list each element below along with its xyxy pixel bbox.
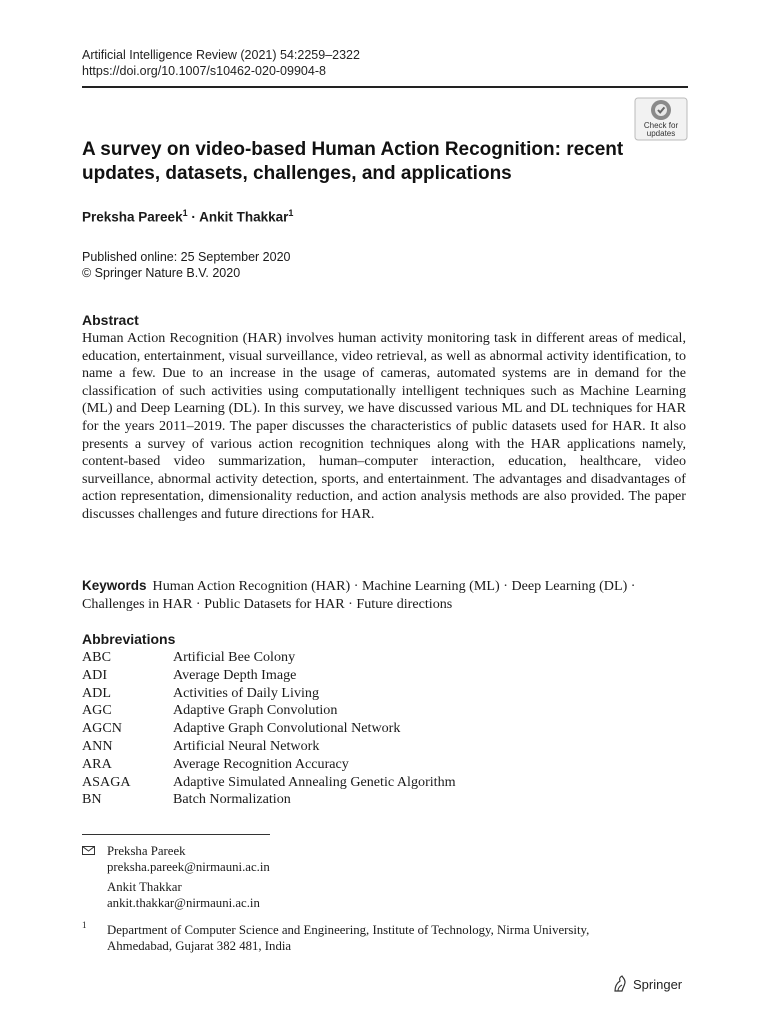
keywords-text: Human Action Recognition (HAR) · Machine Learning (ML) · Deep Learning (DL) · Challenges in HAR · Public Datasets for HAR · Future directions (82, 578, 636, 612)
journal-citation: Artificial Intelligence Review (2021) 54:2259–2322 (82, 48, 360, 62)
check-for-updates-badge[interactable] (634, 97, 688, 141)
abbr-meaning: Average Recognition Accuracy (173, 755, 349, 772)
abbreviation-row (82, 720, 456, 738)
abbr-meaning: Average Depth Image (173, 666, 297, 683)
author-affil-mark: 1 (288, 208, 294, 218)
abbr-meaning: Batch Normalization (173, 791, 291, 808)
abbreviation-row (82, 667, 456, 685)
envelope-icon (82, 846, 95, 855)
badge-line2: updates (646, 129, 676, 138)
affiliation-line2: Ahmedabad, Gujarat 382 481, India (107, 939, 292, 953)
publisher-logo (612, 974, 682, 994)
affiliation (107, 922, 589, 954)
abbr-code: ASAGA (82, 773, 131, 790)
badge-line1: Check for (643, 121, 679, 130)
abbr-code: AGC (82, 702, 112, 719)
author-separator: · (187, 209, 200, 225)
abbreviation-row (82, 791, 456, 809)
publication-info (82, 250, 290, 281)
abbr-meaning: Adaptive Simulated Annealing Genetic Algorithm (173, 773, 456, 790)
affiliation-line1: Department of Computer Science and Engineering, Institute of Technology, Nirma University, (107, 923, 590, 937)
footnote-rule (82, 834, 270, 835)
abbreviation-row (82, 702, 456, 720)
abbr-meaning: Adaptive Graph Convolutional Network (173, 720, 401, 737)
corresponding-email[interactable]: preksha.pareek@nirmauni.ac.in (107, 860, 270, 874)
author-name[interactable]: Ankit Thakkar (199, 209, 289, 225)
abbr-meaning: Artificial Bee Colony (173, 649, 296, 665)
keywords-label: Keywords (82, 578, 147, 593)
abbr-code: ABC (82, 649, 111, 665)
abbr-code: AGCN (82, 720, 122, 737)
copyright: © Springer Nature B.V. 2020 (82, 265, 241, 280)
corresponding-name: Preksha Pareek (107, 844, 186, 858)
abbreviation-row (82, 774, 456, 792)
abbr-code: ADL (82, 684, 111, 701)
header-rule (82, 86, 688, 88)
publisher-name: Springer (633, 976, 683, 992)
badge-label (634, 122, 688, 138)
abbr-meaning: Adaptive Graph Convolution (173, 702, 338, 719)
paper-title: A survey on video-based Human Action Recognition: recent updates, datasets, challenges, and applications (82, 139, 624, 184)
doi-link[interactable]: https://doi.org/10.1007/s10462-020-09904-8 (82, 64, 326, 78)
abbreviations-list (82, 649, 456, 809)
abbr-code: ARA (82, 755, 112, 772)
second-author-contact (107, 879, 260, 911)
abbreviation-row (82, 649, 456, 667)
abstract-heading: Abstract (82, 312, 139, 328)
journal-header (82, 47, 360, 79)
abbr-code: ANN (82, 737, 113, 754)
abbreviation-row (82, 685, 456, 703)
affiliation-mark: 1 (82, 920, 87, 930)
author-affil-mark: 1 (182, 208, 188, 218)
abbr-meaning: Activities of Daily Living (173, 684, 320, 701)
author-list (82, 208, 293, 225)
keywords (82, 577, 692, 613)
abbr-meaning: Artificial Neural Network (173, 737, 320, 754)
second-author-email[interactable]: ankit.thakkar@nirmauni.ac.in (107, 896, 260, 910)
springer-horse-icon (612, 975, 628, 993)
published-date: Published online: 25 September 2020 (82, 250, 291, 264)
author-name[interactable]: Preksha Pareek (82, 209, 183, 225)
abbreviation-row (82, 738, 456, 756)
abbreviations-heading: Abbreviations (82, 631, 176, 647)
abstract-text: Human Action Recognition (HAR) involves human activity monitoring task in different areas of medical, education, entertainment, visual surveillance, video retrieval, as well as abnormal activity identification, to name a few. Due to an increase in the usage of cameras, automated systems are in demand for the classification of such activities using computationally intelligent techniques such as Machine Learning (ML) and Deep Learning (DL). In this survey, we have discussed various ML and DL techniques for HAR for the years 2011–2019. The paper discusses the characteristics of public datasets used for HAR. It also presents a survey of various action recognition techniques along with the HAR applications namely, content-based video summarization, human–computer interaction, education, healthcare, video surveillance, abnormal activity detection, sports, and entertainment. The advantages and disadvantages of action representation, dimensionality reduction, and action analysis methods are also provided. The paper discusses challenges and future directions for HAR. (82, 330, 686, 522)
corresponding-author (107, 843, 270, 875)
abbr-code: ADI (82, 666, 108, 683)
second-author-name: Ankit Thakkar (107, 880, 182, 894)
abbr-code: BN (82, 791, 102, 808)
abbreviation-row (82, 756, 456, 774)
